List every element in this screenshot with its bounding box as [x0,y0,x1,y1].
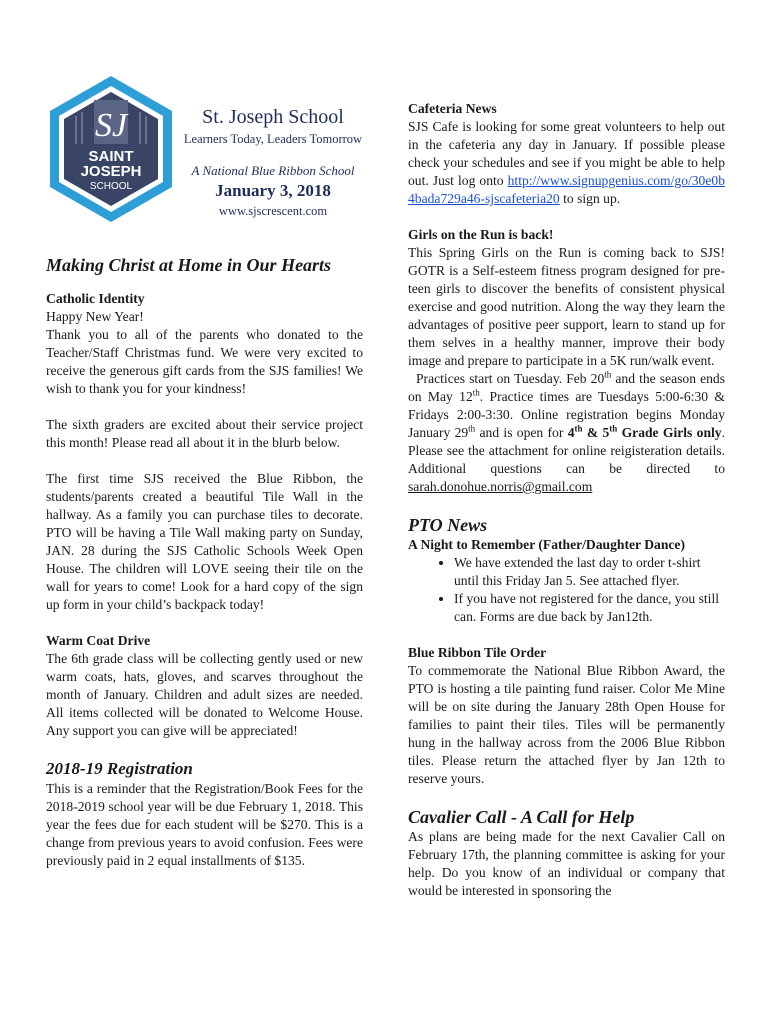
catholic-greeting: Happy New Year! [46,309,144,324]
coat-drive-body: The 6th grade class will be collecting gently used or new warm coats, hats, gloves, and scarves throughout the month of January. Children and adult sizes are needed. All items collected will be donated to Welcome House. Any support you can give will be appreciated! [46,651,363,738]
tile-order-heading: Blue Ribbon Tile Order [408,645,547,660]
catholic-para-3: The first time SJS received the Blue Ribbon, the students/parents created a beautiful Tile Wall in the hallway. As a family you can purchase tiles to decorate. PTO will be having a Tile Wall making party on Sunday, JAN. 28 during the SJS Catholic Schools Week Open House. The children will LOVE seeing their tile on the wall for years to come! Look for a hard copy of the sign up form in your child’s backpack today! [46,471,363,612]
cafeteria-body [408,118,725,208]
tagline: Learners Today, Leaders Tomorrow [183,132,363,146]
gotr-grade-4: 4th [567,423,583,440]
cafeteria-text: SJS Cafe is looking for some great volunteers to help out in the cafeteria any day in January. If possible please check your schedules and see if you might be able to help out. Just log onto [408,119,725,188]
issue-date: January 3, 2018 [215,181,331,200]
pto-bullet: • We have extended the last day to order t-shirt until this Friday Jan 5. See attached flyer. [454,554,725,590]
catholic-para-1: Thank you to all of the parents who donated to the Teacher/Staff Christmas fund. We were very excited to receive the generous gift cards from the SJS families! We wish to thank you for your kindness! [46,327,363,396]
cafeteria-tail: to sign up. [563,191,621,206]
gotr-email[interactable]: sarah.donohue.norris@gmail.com [408,479,593,494]
logo-saint: SAINT [88,148,134,165]
award-line: A National Blue Ribbon School [191,163,355,178]
registration-heading: 2018-19 Registration [46,759,193,778]
logo-school: SCHOOL [89,181,133,192]
gotr-grade-5: 5th Grade Girls only [602,423,722,440]
gotr-practice: Practices start on Tuesday. Feb 20th and the season ends on May 12th. Practice times are Tuesdays 5:00-6:30 & Fridays 2:00-3:30. Online registration begins Monday January 29th and is open for 4th & 5th Grade Girls only. Please see the attachment for online reigisteration details. Additional questions can be directed to sarah.donohue.norris@gmail.com [408,369,725,494]
cafeteria-heading: Cafeteria News [408,101,497,116]
pto-bullet-list [408,554,725,626]
pto-heading: PTO News [408,515,488,535]
cavalier-body: As plans are being made for the next Cavalier Call on February 17th, the planning committee is asking for your help. Do you know of an individual or company that would be interested in sponsoring the [408,829,725,898]
masthead [172,104,374,220]
coat-drive-heading: Warm Coat Drive [46,633,151,648]
gotr-heading: Girls on the Run is back! [408,227,554,242]
left-column [46,254,363,870]
signup-link[interactable]: http://www.signupgenius.com/go/30e0b4bada729a46-sjscafeteria20 [408,173,725,206]
school-logo-crest [46,74,176,224]
registration-body: This is a reminder that the Registration/Book Fees for the 2018-2019 school year will be due February 1, 2018. This year the fees due for each student will be $270. This is a change from previous years to avoid confusion. Fees were previously paid in 2 equal installments of $135. [46,781,363,868]
gotr-body: This Spring Girls on the Run is coming back to SJS! GOTR is a Self-esteem fitness program designed for pre-teen girls to discover the benefits of consistent physical exercise and good nutrition. Along the way they learn the advantages of positive peer support, learn to stand up for them selves in a healthy manner, improve their body image and prepare to participate in a 5K run/walk event. [408,245,725,368]
school-website: www.sjscrescent.com [218,204,328,218]
banner-heading: Making Christ at Home in Our Hearts [46,255,332,275]
right-column [408,100,725,900]
logo-monogram: SJ [94,107,128,144]
school-name: St. Joseph School [202,106,344,128]
tile-order-body: To commemorate the National Blue Ribbon Award, the PTO is hosting a tile painting fund raiser. Color Me Mine will be on site during the January 28th Open House for families to paint their tiles. Tiles will be permanently hung in the hallway across from the 2006 Blue Ribbon tiles. Please return the attached flyer by Jan 12th to reserve yours. [408,663,725,786]
catholic-para-2: The sixth graders are excited about their service project this month! Please read all about it in the blurb below. [46,417,363,450]
pto-subheading: A Night to Remember (Father/Daughter Dance) [408,537,685,552]
logo-joseph: JOSEPH [80,163,142,180]
pto-bullet: • If you have not registered for the dance, you still can. Forms are due back by Jan12th. [454,590,725,626]
cavalier-heading: Cavalier Call - A Call for Help [408,807,635,827]
catholic-identity-heading: Catholic Identity [46,291,145,306]
